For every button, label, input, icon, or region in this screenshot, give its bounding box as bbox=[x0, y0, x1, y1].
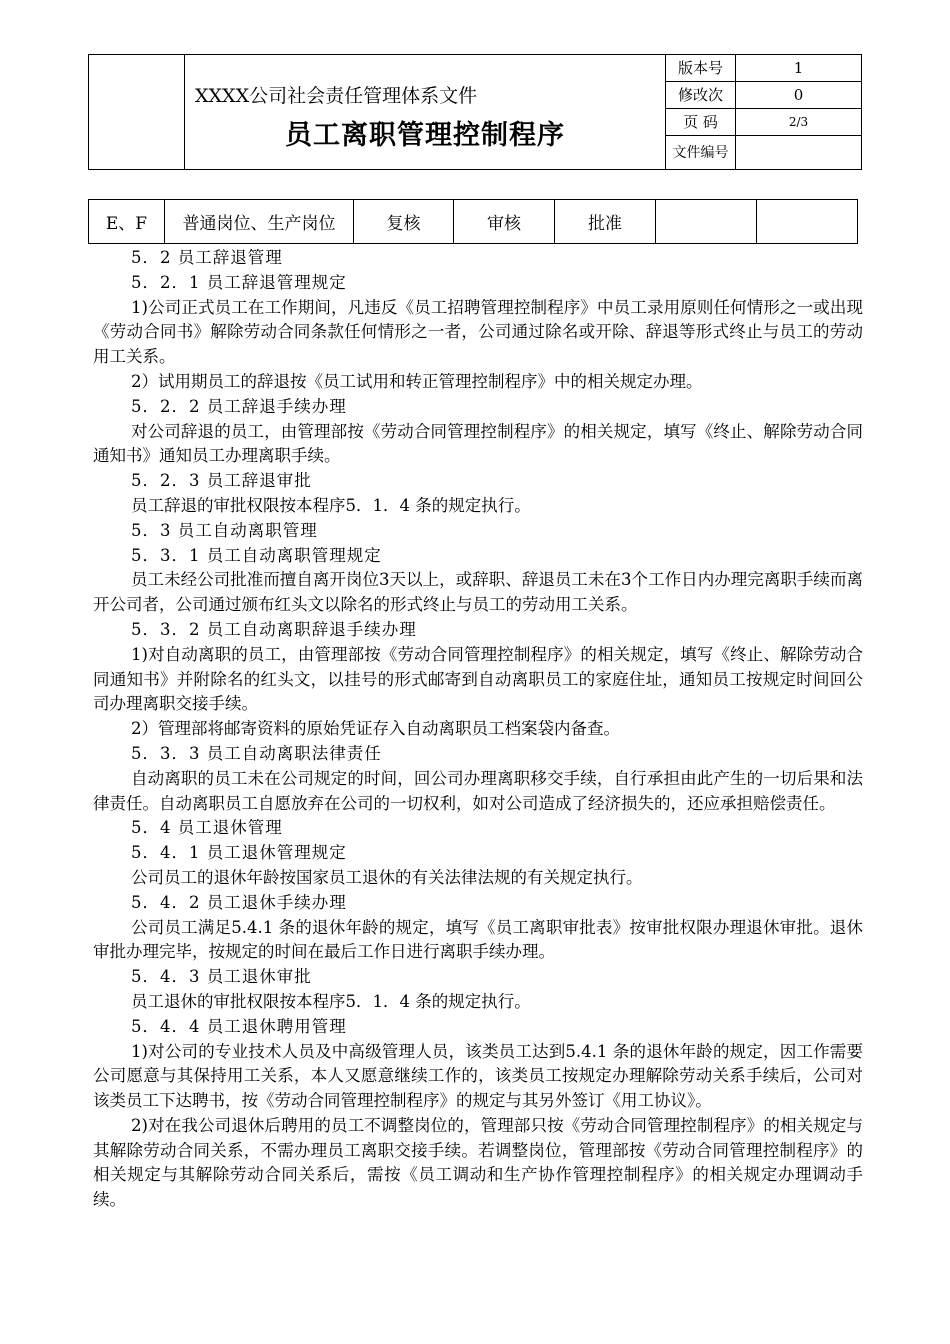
body-paragraph: 2）试用期员工的辞退按《员工试用和转正管理控制程序》中的相关规定办理。 bbox=[131, 371, 703, 391]
section-heading: 5．4．1 员工退休管理规定 bbox=[131, 843, 347, 863]
section-heading: 5．4．4 员工退休聘用管理 bbox=[131, 1016, 347, 1036]
meta-value: 0 bbox=[793, 86, 804, 104]
body-paragraph: 对公司辞退的员工，由管理部按《劳动合同管理控制程序》的相关规定，填写《终止、解除劳动合同通知书》通知员工办理离职手续。 bbox=[93, 421, 863, 466]
body-paragraph: 公司员工的退休年龄按国家员工退休的有关法律法规的有关规定执行。 bbox=[131, 867, 643, 887]
body-paragraph: 员工退休的审批权限按本程序5．1．4 条的规定执行。 bbox=[131, 991, 531, 1011]
approval-cell bbox=[656, 200, 757, 243]
section-heading: 5．4．3 员工退休审批 bbox=[131, 967, 312, 987]
section-heading: 5．2．3 员工辞退审批 bbox=[131, 471, 312, 491]
logo-cell bbox=[89, 55, 185, 169]
section-heading: 5．3．1 员工自动离职管理规定 bbox=[131, 545, 382, 565]
meta-label: 版本号 bbox=[666, 55, 736, 81]
meta-value bbox=[736, 136, 861, 169]
approval-cell: 审核 bbox=[454, 200, 555, 243]
meta-table bbox=[665, 55, 861, 169]
meta-row-doc-number bbox=[666, 136, 861, 169]
company-line: XXXX公司社会责任管理体系文件 bbox=[195, 85, 478, 107]
body-paragraph: 1)对自动离职的员工，由管理部按《劳动合同管理控制程序》的相关规定，填写《终止、解除劳动合同通知书》并附除名的红头文，以挂号的形式邮寄到自动离职员工的家庭住址，通知员工按规定时间回公司办理离职交接手续。 bbox=[93, 644, 863, 714]
meta-label: 修改次 bbox=[666, 82, 736, 108]
body-paragraph: 自动离职的员工未在公司规定的时间，回公司办理离职移交手续，自行承担由此产生的一切后果和法律责任。自动离职员工自愿放弃在公司的一切权利，如对公司造成了经济损失的，还应承担赔偿责任。 bbox=[93, 768, 863, 813]
meta-row-page bbox=[666, 109, 861, 136]
document-title: 员工离职管理控制程序 bbox=[285, 120, 565, 151]
body-paragraph: 员工未经公司批准而擅自离开岗位3天以上，或辞职、辞退员工未在3个工作日内办理完离职手续而离开公司者，公司通过颁布红头文以除名的形式终止与员工的劳动用工关系。 bbox=[93, 570, 863, 615]
section-heading: 5．2．2 员工辞退手续办理 bbox=[131, 396, 347, 416]
section-heading: 5．3 员工自动离职管理 bbox=[131, 520, 318, 540]
meta-label: 页 码 bbox=[666, 109, 736, 135]
approval-cell: 批准 bbox=[555, 200, 656, 243]
section-heading: 5．3．3 员工自动离职法律责任 bbox=[131, 743, 382, 763]
body-paragraph: 2）管理部将邮寄资料的原始凭证存入自动离职员工档案袋内备查。 bbox=[131, 719, 620, 739]
meta-label: 文件编号 bbox=[666, 136, 736, 169]
section-heading: 5．3．2 员工自动离职辞退手续办理 bbox=[131, 619, 417, 639]
document-header bbox=[88, 54, 862, 170]
document-body bbox=[93, 246, 863, 1213]
approval-cell bbox=[757, 200, 857, 243]
title-area bbox=[185, 55, 667, 169]
section-heading: 5．4．2 员工退休手续办理 bbox=[131, 892, 347, 912]
approval-cell: 普通岗位、生产岗位 bbox=[165, 200, 354, 243]
body-paragraph: 1)对公司的专业技术人员及中高级管理人员，该类员工达到5.4.1 条的退休年龄的规定，因工作需要公司愿意与其保持用工关系，本人又愿意继续工作的，该类员工按规定办理解除劳动关系手续后，公司对该类员工下达聘书，按《劳动合同管理控制程序》的规定与其另外签订《用工协议》。 bbox=[93, 1041, 863, 1111]
body-paragraph: 2)对在我公司退休后聘用的员工不调整岗位的，管理部只按《劳动合同管理控制程序》的相关规定与其解除劳动合同关系，不需办理员工离职交接手续。若调整岗位，管理部按《劳动合同管理控制程序》的相关规定与其解除劳动合同关系后，需按《员工调动和生产协作管理控制程序》的相关规定办理调动手续。 bbox=[93, 1115, 863, 1210]
approval-table-row bbox=[88, 199, 858, 244]
meta-row-revision bbox=[666, 82, 861, 109]
body-paragraph: 1)公司正式员工在工作期间，凡违反《员工招聘管理控制程序》中员工录用原则任何情形之一或出现《劳动合同书》解除劳动合同条款任何情形之一者，公司通过除名或开除、辞退等形式终止与员工的劳动用工关系。 bbox=[93, 297, 863, 367]
approval-cell: E、F bbox=[89, 200, 165, 243]
approval-cell: 复核 bbox=[354, 200, 454, 243]
meta-value: 1 bbox=[793, 59, 804, 77]
section-heading: 5．4 员工退休管理 bbox=[131, 818, 283, 838]
body-paragraph: 公司员工满足5.4.1 条的退休年龄的规定，填写《员工离职审批表》按审批权限办理退休审批。退休审批办理完毕，按规定的时间在最后工作日进行离职手续办理。 bbox=[93, 917, 863, 962]
section-heading: 5．2．1 员工辞退管理规定 bbox=[131, 272, 347, 292]
body-paragraph: 员工辞退的审批权限按本程序5．1．4 条的规定执行。 bbox=[131, 495, 531, 515]
meta-value: 2/3 bbox=[788, 115, 809, 129]
meta-row-version bbox=[666, 55, 861, 82]
section-heading: 5．2 员工辞退管理 bbox=[131, 248, 283, 267]
